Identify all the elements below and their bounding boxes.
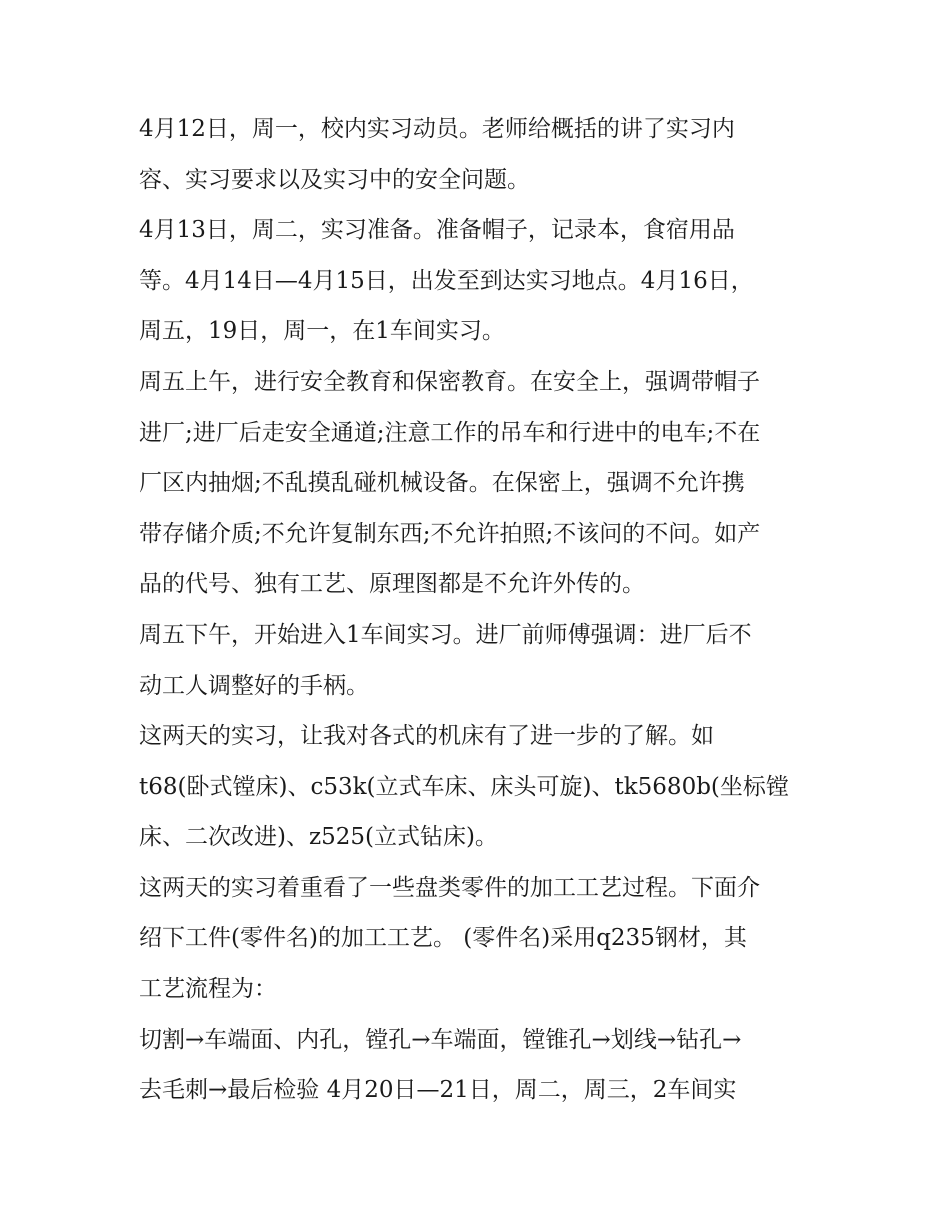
text-line: 厂区内抽烟;不乱摸乱碰机械设备。在保密上，强调不允许携 bbox=[139, 470, 745, 496]
text-line: 动工人调整好的手柄。 bbox=[139, 673, 369, 699]
text-line: 工艺流程为： bbox=[139, 976, 277, 1002]
text-line: 4月13日，周二，实习准备。准备帽子，记录本，食宿用品 bbox=[139, 217, 735, 243]
text-line: 这两天的实习着重看了一些盘类零件的加工工艺过程。下面介 bbox=[139, 875, 760, 901]
text-line: 品的代号、独有工艺、原理图都是不允许外传的。 bbox=[139, 571, 645, 597]
text-line: t68(卧式镗床)、c53k(立式车床、床头可旋)、tk5680b(坐标镗 bbox=[139, 774, 789, 800]
text-line: 周五，19日，周一，在1车间实习。 bbox=[139, 318, 505, 344]
text-line: 带存储介质;不允许复制东西;不允许拍照;不该问的不问。如产 bbox=[139, 521, 761, 547]
text-line: 等。4月14日—4月15日，出发至到达实习地点。4月16日， bbox=[139, 268, 754, 294]
text-line: 容、实习要求以及实习中的安全问题。 bbox=[139, 167, 530, 193]
text-line: 4月12日，周一，校内实习动员。老师给概括的讲了实习内 bbox=[139, 116, 735, 142]
text-line: 去毛刺→最后检验 4月20日—21日，周二，周三，2车间实 bbox=[139, 1077, 737, 1103]
text-line: 这两天的实习，让我对各式的机床有了进一步的了解。如 bbox=[139, 723, 714, 749]
text-line: 周五下午，开始进入1车间实习。进厂前师傅强调：进厂后不 bbox=[139, 622, 752, 648]
text-line: 床、二次改进)、z525(立式钻床)。 bbox=[139, 824, 498, 850]
text-line: 切割→车端面、内孔，镗孔→车端面，镗锥孔→划线→钻孔→ bbox=[139, 1027, 742, 1053]
text-line: 进厂;进厂后走安全通道;注意工作的吊车和行进中的电车;不在 bbox=[139, 420, 761, 446]
text-line: 绍下工件(零件名)的加工工艺。 (零件名)采用q235钢材，其 bbox=[139, 925, 747, 951]
text-line: 周五上午，进行安全教育和保密教育。在安全上，强调带帽子 bbox=[139, 369, 760, 395]
